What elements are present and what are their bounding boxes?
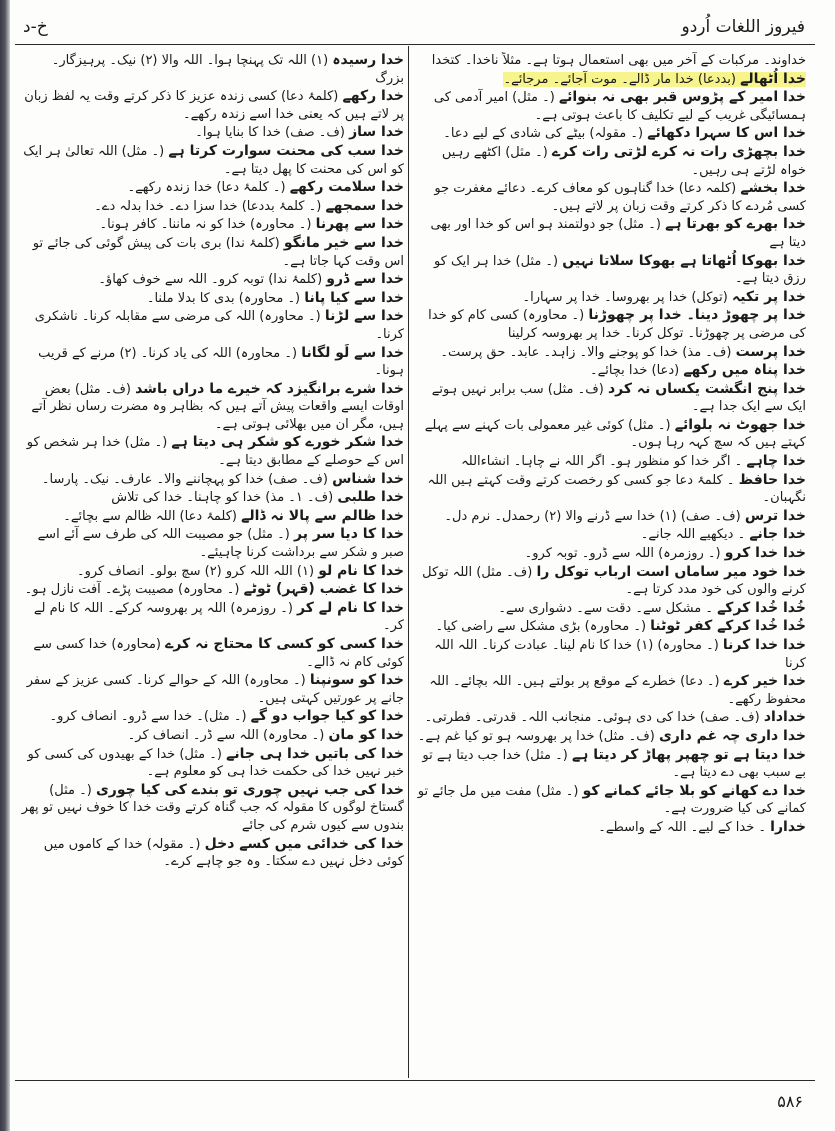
- entry-definition: (۔ مثل) مفت میں مل جائے تو کمانے کی کیا ضرورت ہے۔: [417, 783, 806, 817]
- entry-headword: خدا ترس: [744, 507, 806, 524]
- entry-definition: (کلمۂ دعا) اللہ ظالم سے بچائے۔: [63, 508, 237, 524]
- entry-headword: خدا سے خیر مانگو: [283, 234, 404, 251]
- entry-text: [425, 710, 806, 725]
- dictionary-entry: [414, 783, 806, 818]
- dictionary-entry: [414, 216, 806, 251]
- dictionary-entry: [414, 253, 806, 288]
- entry-definition: (ف۔ صف) خدا کو پہچاننے والا۔ عارف۔ نیک۔ پارسا۔: [41, 471, 328, 487]
- entry-text: [33, 236, 404, 269]
- entry-headword: خدا پنج انگشت یکساں نہ کرد: [607, 380, 806, 397]
- entry-headword: خدا پر چھوڑ دینا۔ خدا پر چھوڑنا: [588, 307, 806, 324]
- entry-text: [598, 820, 806, 835]
- entry-text: [434, 638, 806, 671]
- entry-headword: خدا اُٹھالے: [740, 70, 806, 87]
- entry-text: [111, 490, 404, 505]
- entry-definition: (کلمۂ ندا) بری بات کی پیش گوئی کی جائے تو اس وقت کہا جاتا ہے۔: [32, 235, 404, 269]
- entry-definition: (ف۔ صف) (۱) خدا سے ڈرنے والا (۲) رحمدل۔ نرم دل۔: [444, 508, 741, 524]
- dictionary-entry: [414, 526, 806, 544]
- entry-headword: خدا خدا کرو: [724, 545, 806, 562]
- entry-text: [33, 637, 404, 670]
- entry-headword: خدا خیر کرے: [723, 673, 806, 690]
- entry-text: [94, 199, 404, 214]
- entry-text: [35, 309, 404, 342]
- entry-headword: خدا کا غضب (قہر) ٹوٹے: [243, 581, 404, 598]
- entry-headword: خدا طلبی: [337, 489, 404, 506]
- entry-headword: خدا کا دیا سر پر: [293, 526, 404, 543]
- entry-text: [128, 728, 404, 743]
- dictionary-entry: [20, 308, 404, 343]
- dictionary-entry: [414, 71, 806, 89]
- dictionary-entry: [20, 672, 404, 707]
- dictionary-entry: [20, 179, 404, 197]
- dictionary-entry: [20, 52, 404, 87]
- entry-headword: خدا کا نام لو: [318, 562, 404, 579]
- dictionary-entry: [20, 600, 404, 635]
- entry-headword: خدا سمجھے: [325, 197, 404, 214]
- dictionary-entry: [414, 52, 806, 70]
- entry-headword: خدا رسیدہ: [332, 52, 404, 68]
- dictionary-entry: [20, 727, 404, 745]
- dictionary-entry: [414, 472, 806, 507]
- entry-definition: (ف۔ مثل) سب برابر نہیں ہوتے ایک سے ایک جدا ہے۔: [431, 381, 806, 415]
- dictionary-entry: [20, 746, 404, 781]
- dictionary-entry: [20, 345, 404, 380]
- entry-text: [31, 382, 404, 432]
- entry-definition: (۔ روزمرہ) اللہ سے ڈرو۔ توبہ کرو۔: [524, 546, 721, 562]
- entry-text: [434, 181, 806, 214]
- entry-definition: خداوند۔ مرکبات کے آخر میں بھی استعمال ہوتا ہے۔ مثلاً ناخدا۔ کتخدا: [431, 53, 806, 68]
- page-number: ۵۸۶: [777, 1092, 803, 1111]
- entry-text: [147, 291, 404, 306]
- entry-text: [98, 272, 404, 287]
- dictionary-entry: [20, 198, 404, 216]
- entry-headword: خدا کی خدائی میں کسے دخل: [204, 835, 404, 852]
- entry-definition: (توکل) خدا پر بھروسا۔ خدا پر سہارا۔: [522, 289, 728, 305]
- entry-headword: خدا رکھے: [342, 88, 404, 105]
- entry-text: [49, 709, 404, 724]
- entry-text: [422, 565, 806, 598]
- entry-headword: خُدا خُدا کرکے کفر ٹوٹنا: [650, 618, 806, 635]
- entry-headword: خدا ساز: [349, 124, 404, 141]
- dictionary-entry: [414, 125, 806, 143]
- entry-headword: خدا جانے: [749, 526, 806, 543]
- entry-definition: (۔ کلمۂ دعا) خدا زندہ رکھے۔: [127, 180, 286, 196]
- entry-headword: خدا سے لڑنا: [324, 308, 404, 325]
- dictionary-entry: [414, 618, 806, 636]
- entry-headword: خدارا: [770, 818, 806, 835]
- dictionary-entry: [20, 216, 404, 234]
- dictionary-entry: [414, 180, 806, 215]
- entry-text: [195, 125, 404, 140]
- entry-text: [442, 145, 806, 178]
- entry-text: [52, 53, 404, 86]
- entry-definition: (۔ مقولہ) خدا کے کاموں میں کوئی دخل نہیں دے سکتا۔ وہ جو چاہے کرے۔: [43, 836, 404, 870]
- entry-definition: (ف۔ ۱۔ مذ) خدا کو چاہنا۔ خدا کی تلاش: [111, 490, 334, 506]
- dictionary-entry: [20, 489, 404, 507]
- dictionary-entry: [414, 637, 806, 672]
- dictionary-entry: [414, 144, 806, 179]
- dictionary-entry: [414, 453, 806, 471]
- entry-definition: (ف۔ مثل) بعض اوقات ایسے واقعات پیش آتے ہیں کہ بظاہر وہ مضرت رساں نظر آتے ہیں، مگر ان میں بھلائی ہوتی ہے۔: [31, 381, 404, 432]
- entry-definition: ۔ مشکل سے۔ دقت سے۔ دشواری سے۔: [498, 600, 713, 616]
- entry-text: [641, 527, 806, 542]
- dictionary-entry: [20, 471, 404, 489]
- dictionary-entry: [20, 563, 404, 581]
- entry-text: [440, 345, 806, 360]
- entry-headword: خدا دیتا ہے تو چھپر پھاڑ کر دیتا ہے: [571, 746, 806, 763]
- entry-text: [22, 783, 404, 833]
- entry-headword: خدا کی باتیں خدا ہی جانے: [226, 745, 404, 762]
- entry-definition: (محاورہ) خدا کسی سے کوئی کام نہ ڈالے۔: [33, 637, 404, 670]
- page-header: [15, 0, 815, 45]
- letter-range: خ-د: [23, 17, 48, 37]
- dictionary-entry: [20, 88, 404, 123]
- dictionary-entry: [20, 708, 404, 726]
- entry-definition: (۔ مثل) خدا جب دیتا ہے تو بے سبب بھی دے دیتا ہے۔: [422, 747, 806, 781]
- dictionary-entry: [414, 89, 806, 124]
- entry-definition: (۔ محاورہ) کسی کام کو خدا کی مرضی پر چھوڑنا۔ توکل کرنا۔ خدا پر بھروسہ کرلینا: [428, 308, 806, 341]
- dictionary-entry: [414, 728, 806, 746]
- dictionary-entry: [414, 545, 806, 563]
- entry-definition: (۔ محاورہ) اللہ سے ڈر۔ انصاف کر۔: [127, 727, 325, 743]
- entry-definition: (۔ دعا) خطرے کے موقع پر بولتے ہیں۔ اللہ بچائے۔ اللہ محفوظ رکھے۔: [429, 674, 806, 707]
- entry-text: [44, 837, 404, 870]
- entry-definition: (۔ مثل) امیر آدمی کی ہمسائیگی غریب کے لیے تکلیف کا باعث ہوتی ہے۔: [433, 90, 806, 123]
- entry-headword: خدا کی جب نہیں چوری تو بندے کی کیا چوری: [95, 781, 404, 798]
- entry-headword: خدا پناہ میں رکھے: [683, 362, 806, 379]
- book-binding-shadow: [0, 0, 10, 1131]
- entry-definition: (دعا) خدا بچائے۔: [589, 363, 680, 379]
- entry-text: [418, 784, 806, 817]
- entry-text: [523, 290, 807, 305]
- entry-text: [429, 674, 806, 707]
- entry-definition: (۔ مثل) اللہ تعالیٰ ہر ایک کو اس کی محنت کا پھل دیتا ہے۔: [23, 143, 404, 177]
- entry-headword: خدا بھرے کو بھرتا ہے: [665, 216, 806, 233]
- entry-headword: خدا کا نام لے کر: [297, 599, 404, 616]
- entry-definition: (۔ محاورہ) مصیبت پڑے۔ آفت نازل ہو۔: [24, 582, 240, 598]
- entry-headword: خدا خدا کرنا: [722, 637, 806, 653]
- entry-text: [430, 217, 806, 250]
- dictionary-entry: [414, 709, 806, 727]
- entry-headword: خداداد: [763, 709, 806, 726]
- entry-text: [434, 90, 806, 123]
- entry-text: [38, 346, 404, 379]
- dictionary-entry: [20, 434, 404, 469]
- entry-headword: خدا پرست: [735, 343, 806, 360]
- entry-text: [422, 748, 806, 781]
- entry-headword: خدا کو کیا جواب دو گے: [250, 708, 404, 725]
- entry-headword: خدا بخشے: [740, 180, 806, 197]
- entry-definition: (۱) اللہ اللہ کرو (۲) سچ بولو۔ انصاف کرو۔: [76, 563, 315, 579]
- dictionary-entry: [20, 235, 404, 270]
- entry-text: [525, 546, 806, 561]
- entry-headword: خدا جھوٹ نہ بلوائے: [674, 416, 806, 433]
- entry-definition: (کلمہ دعا) خدا گناہوں کو معاف کرے۔ دعائے مغفرت جو کسی مُردے کا ذکر کرتے وقت زبان پر لاتے ہیں۔: [434, 181, 806, 214]
- dictionary-entry: [20, 271, 404, 289]
- entry-headword: خدا شکر خورے کو شکر ہی دیتا ہے: [171, 434, 404, 451]
- dictionary-entry: [414, 289, 806, 307]
- entry-text: [34, 601, 404, 634]
- column-divider: [408, 46, 409, 1078]
- footer-rule: [15, 1080, 815, 1081]
- entry-headword: خدا شناس: [332, 470, 404, 487]
- entry-definition: (بددعا) خدا مار ڈالے۔ موت آجائے۔ مرجائے۔: [503, 71, 736, 87]
- entry-definition: (۔ مقولہ) بیٹے کی شادی کے لیے دعا۔: [443, 126, 644, 142]
- dictionary-entry: [414, 819, 806, 837]
- entry-headword: خدا چاہے: [746, 453, 806, 470]
- entry-definition: (۔ مثل) جو مصیبت اللہ کی طرف سے آئے اسے صبر و شکر سے برداشت کرنا چاہیئے۔: [37, 527, 404, 561]
- entry-definition: (۔ مثل) کوئی غیر معمولی بات کہنے سے پہلے کہتے ہیں کہ سچ کہہ رہا ہوں۔: [424, 417, 806, 451]
- dictionary-entry: [414, 362, 806, 380]
- entry-headword: خُدا خُدا کرکے: [717, 599, 806, 616]
- entry-text: [444, 509, 806, 524]
- entry-text: [418, 729, 806, 744]
- entry-definition: (۔ مثل) خدا ہر ایک کو رزق دیتا ہے۔: [433, 253, 806, 287]
- dictionary-entry: [414, 600, 806, 618]
- entry-definition: (ف۔ صف) خدا کا بنایا ہوا۔: [195, 125, 345, 141]
- entry-headword: خدا کو مان: [328, 726, 404, 743]
- dictionary-entry: [20, 290, 404, 308]
- entry-text: [590, 363, 806, 378]
- entry-text: [432, 382, 806, 415]
- dictionary-title: فیروز اللغات اُردو: [681, 17, 805, 37]
- entry-definition: (۱) اللہ تک پہنچا ہوا۔ اللہ والا (۲) نیک۔ پرہیزگار۔ بزرگ: [51, 53, 404, 86]
- dictionary-entry: [20, 508, 404, 526]
- entry-text: [428, 308, 806, 341]
- entry-text: [443, 126, 806, 141]
- left-column: [20, 52, 404, 1076]
- entry-definition: (۔ مثل) خدا ہر شخص کو اس کے حوصلے کے مطابق دیتا ہے۔: [26, 435, 404, 469]
- entry-definition: (ف۔ صف) خدا کی دی ہوئی۔ منجانب اللہ۔ قدرتی۔ فطرتی۔: [424, 710, 760, 726]
- highlighted-entry-text: [503, 72, 806, 87]
- entry-definition: ۔ دیکھیے اللہ جانے۔: [640, 527, 746, 543]
- entry-definition: (کلمۂ ندا) توبہ کرو۔ اللہ سے خوف کھاؤ۔: [98, 272, 323, 288]
- dictionary-entry: [414, 508, 806, 526]
- entry-text: [77, 564, 404, 579]
- entry-definition: (۔ محاورہ) بدی کا بدلا ملنا۔: [146, 290, 301, 306]
- dictionary-entry: [414, 381, 806, 416]
- entry-definition: (۔ محاورہ) اللہ کی مرضی سے مقابلہ کرنا۔ ناشکری کرنا۔: [34, 309, 404, 342]
- dictionary-entry: [20, 143, 404, 178]
- entry-headword: خدا ظالم سے پالا نہ ڈالے: [241, 507, 404, 524]
- entry-text: [63, 509, 404, 524]
- entry-text: [128, 180, 404, 195]
- entry-definition: (۔ کلمۂ بددعا) خدا سزا دے۔ خدا بدلہ دے۔: [94, 198, 322, 214]
- dictionary-entry: [20, 526, 404, 561]
- dictionary-entry: [20, 381, 404, 434]
- dictionary-entry: [20, 836, 404, 871]
- entry-headword: خدا سلامت رکھے: [289, 179, 404, 196]
- entry-text: [428, 473, 806, 506]
- entry-definition: (۔ مثل) گستاخ لوگوں کا مقولہ کہ جب گناہ کرتے وقت خدا کا خوف نہیں تو پھر بندوں سے کیوں شرم کی جائے: [21, 782, 404, 833]
- entry-definition: (ف۔ مثل) خدا پر بھروسہ ہو تو کیا غم ہے۔: [417, 728, 655, 744]
- dictionary-entry: [414, 747, 806, 782]
- entry-definition: (۔ مثل) جو دولتمند ہو اس کو خدا اور بھی دیتا ہے: [430, 217, 806, 250]
- entry-headword: خدا کسی کو کسی کا محتاج نہ کرے: [165, 636, 404, 652]
- entry-headword: خدا شرے برانگیزد کہ خیرے ما دراں باشد: [135, 380, 404, 397]
- dictionary-entry: [20, 782, 404, 835]
- entry-definition: (۔ محاورہ) اللہ کی یاد کرنا۔ (۲) مرنے کے قریب ہونا۔: [38, 345, 404, 379]
- dictionary-entry: [20, 581, 404, 599]
- entry-text: [425, 418, 806, 451]
- entry-text: [434, 254, 806, 287]
- entry-definition: (ف۔ مثل) اللہ توکل کرنے والوں کی خود مدد کرتا ہے۔: [422, 564, 806, 598]
- entry-text: [38, 527, 404, 560]
- entry-definition: (۔ مثل) خدا کے بھیدوں کی کسی کو خبر نہیں خدا کی حکمت خدا ہی کو معلوم ہے۔: [27, 746, 404, 780]
- entry-text: [28, 747, 404, 780]
- dictionary-entry: [414, 307, 806, 342]
- entry-headword: خدا سب کی محنت سوارت کرتا ہے: [168, 142, 404, 159]
- dictionary-entry: [414, 344, 806, 362]
- entry-headword: خدا اس کا سہرا دکھائے: [647, 125, 806, 142]
- entry-headword: خدا دے کھانے کو بلا جائے کمانے کو: [582, 782, 806, 799]
- entry-headword: خدا بچھڑی رات نہ کرے لڑتی رات کرے: [551, 143, 806, 160]
- entry-headword: خدا پر تکیہ: [731, 288, 806, 305]
- entry-definition: (۔ مثل)۔ خدا سے ڈرو۔ انصاف کرو۔: [49, 709, 247, 725]
- dictionary-entry: [414, 564, 806, 599]
- entry-definition: (ف۔ مذ) خدا کو پوجنے والا۔ زاہد۔ عابد۔ حق پرست۔: [440, 344, 732, 360]
- dictionary-entry: [20, 124, 404, 142]
- entry-definition: (۔ مثل) اکٹھے رہیں خواہ لڑتے ہی رہیں۔: [441, 144, 806, 178]
- entry-headword: خدا بھوکا اُٹھاتا ہے بھوکا سلاتا نہیں: [562, 252, 806, 269]
- entry-text: [27, 673, 404, 706]
- entry-text: [23, 144, 404, 177]
- entry-headword: خدا خود میر ساماں است ارباب توکل را: [536, 563, 806, 580]
- entry-headword: خدا سے کیا پانا: [304, 289, 404, 306]
- entry-headword: خدا داری چہ غم داری: [658, 727, 806, 744]
- dictionary-entry: [414, 417, 806, 452]
- entry-text: [25, 582, 404, 597]
- entry-headword: خدا سے لَو لگانا: [301, 344, 404, 361]
- entry-headword: خدا حافظ: [738, 471, 806, 488]
- entry-text: [24, 89, 404, 122]
- entry-headword: خدا سے پھرنا: [315, 216, 404, 233]
- entry-definition: ۔ کلمۂ دعا جو کسی کو رخصت کرتے وقت کہتے ہیں اللہ نگہبان۔: [427, 472, 806, 506]
- entry-definition: (کلمۂ دعا) کسی زندہ عزیز کا ذکر کرتے وقت یہ لفظ زبان پر لاتے ہیں کہ یعنی خدا اسے زندہ رکھے۔: [24, 89, 404, 122]
- entry-headword: خدا سے ڈرو: [326, 271, 404, 288]
- entry-definition: (۔ محاورہ) (۱) خدا کا نام لینا۔ عبادت کرنا۔ اللہ اللہ کرنا: [434, 638, 806, 671]
- entry-definition: (۔ محاورہ) بڑی مشکل سے راضی کیا۔: [435, 619, 647, 635]
- entry-definition: (۔ محاورہ) خدا کو نہ ماننا۔ کافر ہونا۔: [99, 217, 312, 233]
- entry-text: [100, 217, 404, 232]
- entry-definition: (۔ محاورہ) اللہ کے حوالے کرنا۔ کسی عزیز کے سفر جانے پر عورتیں کہتی ہیں۔: [26, 673, 404, 706]
- entry-text: [432, 53, 806, 68]
- entry-text: [435, 619, 806, 634]
- entry-text: [461, 454, 806, 469]
- entry-text: [498, 601, 806, 616]
- entry-text: [42, 472, 404, 487]
- entry-headword: خدا کو سونپنا: [309, 672, 404, 689]
- entry-definition: (۔ روزمرہ) اللہ پر بھروسہ کرکے۔ اللہ کا نام لے کر۔: [33, 600, 404, 634]
- right-column: [414, 52, 806, 1076]
- entry-headword: خدا امیر کے پڑوس قبر بھی نہ بنوائے: [558, 89, 806, 106]
- entry-text: [27, 435, 404, 468]
- dictionary-entry: [414, 673, 806, 708]
- entry-definition: ۔ اگر خدا کو منظور ہو۔ اگر اللہ نے چاہا۔ انشاءاللہ: [461, 454, 743, 470]
- dictionary-entry: [20, 636, 404, 671]
- entry-definition: ۔ خدا کے لیے۔ اللہ کے واسطے۔: [598, 819, 767, 835]
